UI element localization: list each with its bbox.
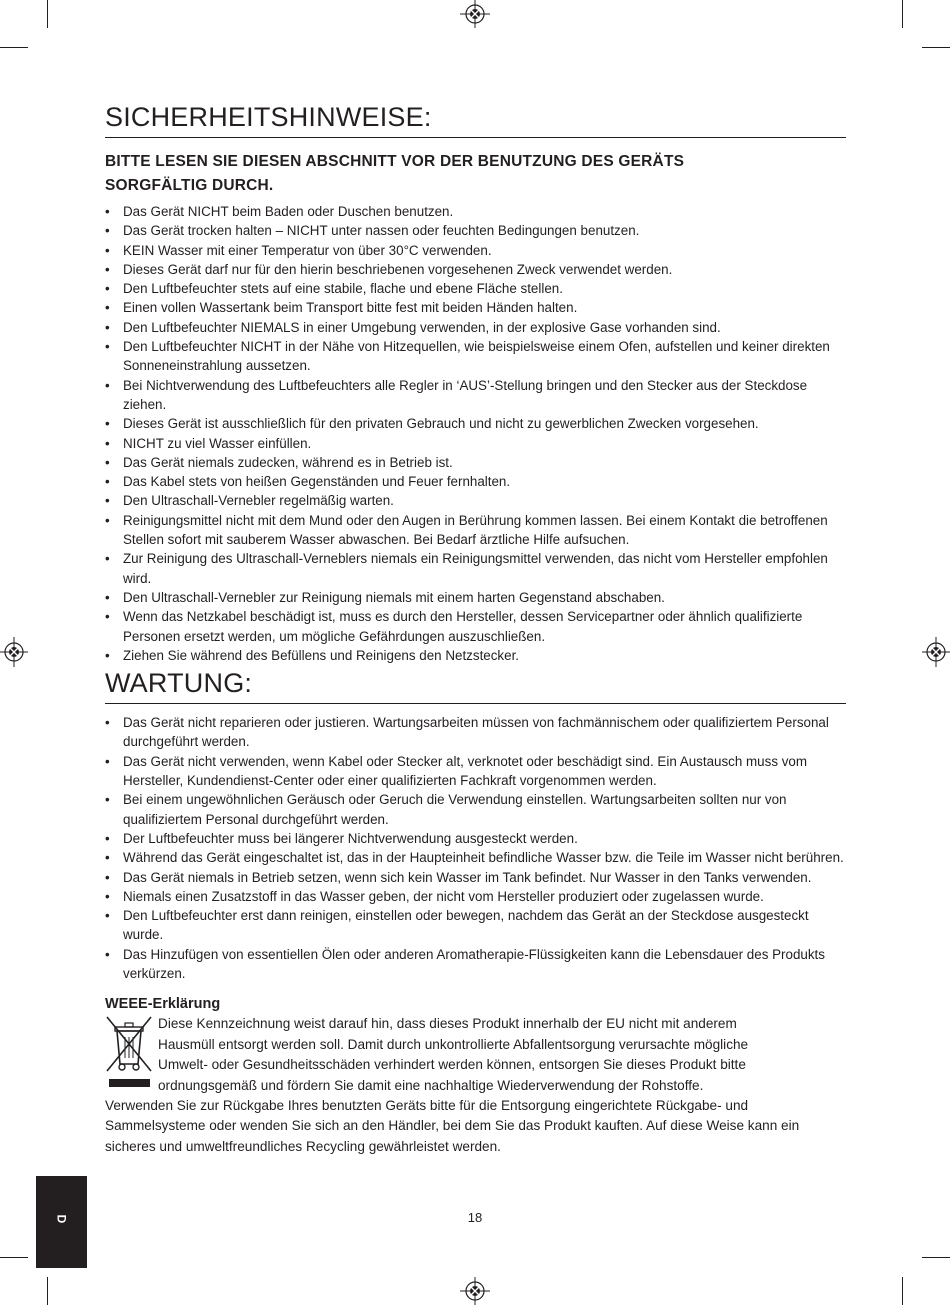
safety-list: [105, 202, 846, 665]
crop-mark: [902, 0, 903, 28]
safety-subheading-line: SORGFÄLTIG DURCH.: [105, 177, 274, 194]
registration-mark-icon: [460, 0, 490, 30]
list-item: • Niemals einen Zusatzstoff in das Wasser geben, der nicht vom Hersteller produziert oder zugelassen wurde.: [105, 887, 846, 906]
registration-mark-icon: [920, 637, 950, 667]
list-item: • NICHT zu viel Wasser einfüllen.: [105, 434, 846, 453]
crossed-out-wheelie-bin-icon: [105, 1015, 153, 1089]
weee-text: [105, 1014, 846, 1157]
list-item: • Den Luftbefeuchter stets auf eine stabile, flache und ebene Fläche stellen.: [105, 279, 846, 298]
list-item: • Das Gerät nicht reparieren oder justieren. Wartungsarbeiten müssen von fachmännischem oder qualifiziertem Personal durchgeführt werden.: [105, 713, 846, 752]
list-item: • Reinigungsmittel nicht mit dem Mund oder den Augen in Berührung kommen lassen. Bei einem Kontakt die betroffenen Stellen sofort mit sauberem Wasser abwaschen. Bei Bedarf ärztliche Hilfe aufsuchen.: [105, 511, 846, 550]
weee-section: [105, 1014, 846, 1157]
crop-mark: [0, 1257, 28, 1258]
list-item: • Bei Nichtverwendung des Luftbefeuchters alle Regler in ‘AUS’-Stellung bringen und den Stecker aus der Steckdose ziehen.: [105, 376, 846, 415]
safety-subheading-line: BITTE LESEN SIE DIESEN ABSCHNITT VOR DER BENUTZUNG DES GERÄTS: [105, 153, 685, 170]
crop-mark: [922, 47, 950, 48]
registration-mark-icon: [0, 637, 30, 667]
safety-heading: SICHERHEITSHINWEISE:: [105, 102, 432, 132]
list-item: • Das Gerät nicht verwenden, wenn Kabel oder Stecker alt, verknotet oder beschädigt sind. Ein Austausch muss vom Hersteller, Kundendienst-Center oder einer qualifizierten Fachkraft vorgenommen werden.: [105, 752, 846, 791]
list-item: • Den Ultraschall-Vernebler zur Reinigung niemals mit einem harten Gegenstand abschaben.: [105, 588, 846, 607]
list-item: • Das Hinzufügen von essentiellen Ölen oder anderen Aromatherapie-Flüssigkeiten kann die Lebensdauer des Produkts verkürzen.: [105, 945, 846, 984]
list-item: • Bei einem ungewöhnlichen Geräusch oder Geruch die Verwendung einstellen. Wartungsarbeiten sollten nur von qualifiziertem Personal durchgeführt werden.: [105, 790, 846, 829]
crop-mark: [47, 1277, 48, 1305]
list-item: • Ziehen Sie während des Befüllens und Reinigens den Netzstecker.: [105, 646, 846, 665]
crop-mark: [47, 0, 48, 28]
crop-mark: [0, 47, 28, 48]
list-item: • Dieses Gerät ist ausschließlich für den privaten Gebrauch und nicht zu gewerblichen Zwecken vorgesehen.: [105, 414, 846, 433]
list-item: • Das Gerät trocken halten – NICHT unter nassen oder feuchten Bedingungen benutzen.: [105, 221, 846, 240]
safety-subheading: [105, 150, 846, 198]
language-tab: [36, 1176, 87, 1268]
weee-text-rest: Verwenden Sie zur Rückgabe Ihres benutzten Geräts bitte für die Entsorgung eingerichtete Rückgabe- und Sammelsysteme oder wenden Sie sich an den Händler, bei dem Sie das Produkt kauften. Auf diese Weise kann ein sicheres und umweltfreundliches Recycling gewährleistet werden.: [105, 1097, 800, 1154]
page-number: 18: [467, 1210, 483, 1225]
registration-mark-icon: [460, 1275, 490, 1305]
weee-heading: WEEE-Erklärung: [105, 996, 221, 1013]
list-item: • Der Luftbefeuchter muss bei längerer Nichtverwendung ausgesteckt werden.: [105, 829, 846, 848]
weee-text-line: Hausmüll entsorgt werden soll. Damit durch unkontrollierte Abfallentsorgung verursachte mögliche: [158, 1036, 749, 1052]
heading-rule: [105, 703, 846, 704]
list-item: • Den Ultraschall-Vernebler regelmäßig warten.: [105, 491, 846, 510]
heading-rule: [105, 137, 846, 138]
list-item: • Das Gerät NICHT beim Baden oder Duschen benutzen.: [105, 202, 846, 221]
weee-text-line: Umwelt- oder Gesundheitsschäden verhindert werden können, entsorgen Sie dieses Produkt bitte: [158, 1057, 746, 1073]
maintenance-heading: WARTUNG:: [105, 668, 253, 699]
list-item: • Wenn das Netzkabel beschädigt ist, muss es durch den Hersteller, dessen Servicepartner oder ähnlich qualifizierte Personen ersetzt werden, um mögliche Gefährdungen auszuschließen.: [105, 607, 846, 646]
list-item: • Das Kabel stets von heißen Gegenständen und Feuer fernhalten.: [105, 472, 846, 491]
weee-text-line: Diese Kennzeichnung weist darauf hin, dass dieses Produkt innerhalb der EU nicht mit anderem: [158, 1016, 737, 1032]
list-item: • Während das Gerät eingeschaltet ist, das in der Haupteinheit befindliche Wasser bzw. die Teile im Wasser nicht berühren.: [105, 848, 846, 867]
language-tab-label: D: [54, 1214, 69, 1224]
list-item: • Den Luftbefeuchter erst dann reinigen, einstellen oder bewegen, nachdem das Gerät an der Steckdose ausgesteckt wurde.: [105, 906, 846, 945]
list-item: • Das Gerät niemals in Betrieb setzen, wenn sich kein Wasser im Tank befindet. Nur Wasser in den Tanks verwenden.: [105, 868, 846, 887]
list-item: • Dieses Gerät darf nur für den hierin beschriebenen vorgesehenen Zweck verwendet werden.: [105, 260, 846, 279]
list-item: • KEIN Wasser mit einer Temperatur von über 30°C verwenden.: [105, 241, 846, 260]
list-item: • Das Gerät niemals zudecken, während es in Betrieb ist.: [105, 453, 846, 472]
maintenance-list: [105, 713, 846, 983]
weee-text-line: ordnungsgemäß und fördern Sie damit eine nachhaltige Wiederverwendung der Rohstoffe.: [158, 1077, 704, 1093]
list-item: • Den Luftbefeuchter NIEMALS in einer Umgebung verwenden, in der explosive Gase vorhanden sind.: [105, 318, 846, 337]
crop-mark: [902, 1277, 903, 1305]
list-item: • Zur Reinigung des Ultraschall-Verneblers niemals ein Reinigungsmittel verwenden, das nicht vom Hersteller empfohlen wird.: [105, 549, 846, 588]
list-item: • Den Luftbefeuchter NICHT in der Nähe von Hitzequellen, wie beispielsweise einem Ofen, aufstellen und keiner direkten Sonneneinstrahlung aussetzen.: [105, 337, 846, 376]
page-content: [105, 100, 846, 1157]
crop-mark: [922, 1257, 950, 1258]
list-item: • Einen vollen Wassertank beim Transport bitte fest mit beiden Händen halten.: [105, 298, 846, 317]
